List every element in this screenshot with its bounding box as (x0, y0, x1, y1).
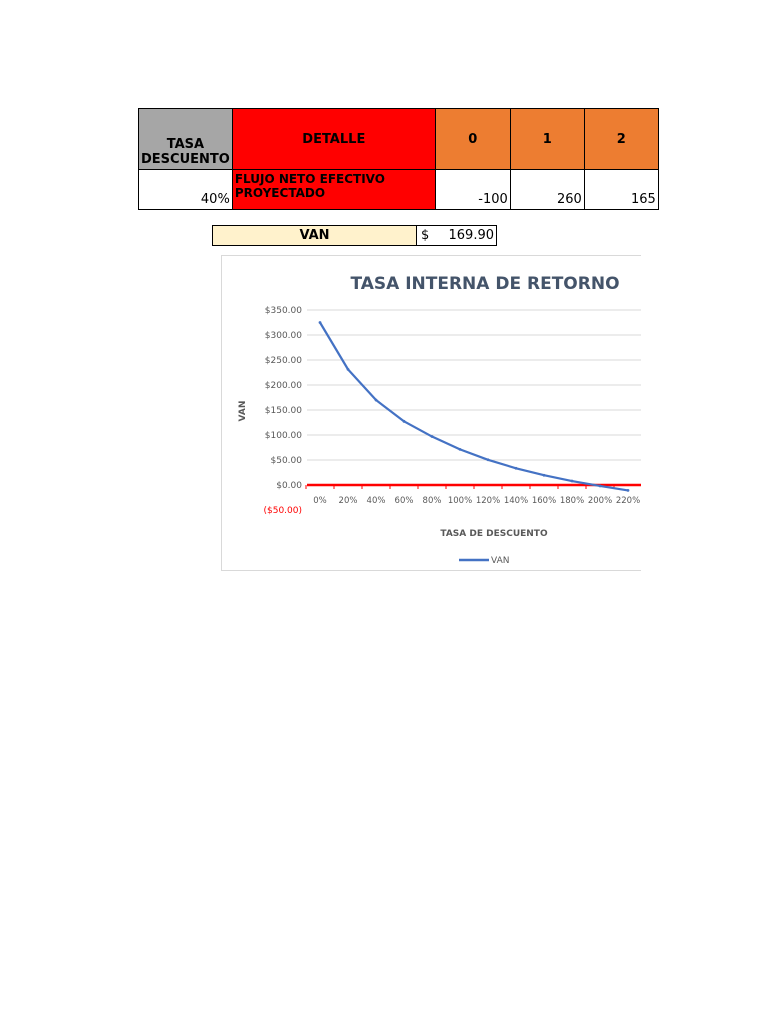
data-point[interactable] (459, 448, 462, 451)
y-axis-ticks (263, 306, 302, 516)
irr-chart[interactable] (221, 255, 641, 571)
flow-period-1-cell[interactable]: 260 (510, 170, 584, 210)
y-tick-label: $100.00 (264, 431, 302, 441)
x-tick-label: 60% (394, 496, 414, 506)
y-axis-title: VAN (238, 400, 248, 422)
van-value-cell[interactable] (417, 226, 496, 245)
series-line-van[interactable] (320, 323, 628, 491)
data-point[interactable] (403, 420, 406, 423)
cash-flow-table (138, 108, 659, 210)
x-tick-label: 20% (338, 496, 358, 506)
discount-rate-cell[interactable]: 40% (139, 170, 233, 210)
y-tick-label: $300.00 (264, 331, 302, 341)
detalle-cell[interactable]: FLUJO NETO EFECTIVO PROYECTADO (232, 170, 435, 210)
gridlines (306, 310, 641, 489)
legend-label-van: VAN (491, 556, 510, 566)
x-tick-label: 80% (422, 496, 442, 506)
legend[interactable] (459, 556, 509, 566)
y-tick-label: $250.00 (264, 356, 302, 366)
chart-title: TASA INTERNA DE RETORNO (350, 274, 620, 294)
x-tick-label: 0% (313, 496, 327, 506)
data-point[interactable] (515, 467, 518, 470)
x-tick-label: 120% (475, 496, 501, 506)
x-tick-label: 220% (615, 496, 641, 506)
header-period-0[interactable]: 0 (435, 109, 510, 170)
header-period-2[interactable]: 2 (584, 109, 658, 170)
x-tick-label: 140% (503, 496, 529, 506)
data-point[interactable] (431, 435, 434, 438)
data-point[interactable] (599, 485, 602, 488)
x-axis-title: TASA DE DESCUENTO (440, 529, 548, 539)
data-point[interactable] (375, 399, 378, 402)
x-tick-label: 40% (366, 496, 386, 506)
data-point[interactable] (347, 368, 350, 371)
y-tick-label: $50.00 (270, 456, 302, 466)
van-label-cell[interactable]: VAN (213, 226, 417, 245)
van-summary (212, 225, 497, 246)
flow-period-2-cell[interactable]: 165 (584, 170, 658, 210)
data-point[interactable] (487, 458, 490, 461)
x-tick-label: 160% (531, 496, 557, 506)
data-point[interactable] (319, 321, 322, 324)
table-row (139, 170, 659, 210)
data-point[interactable] (571, 480, 574, 483)
y-tick-label: $0.00 (276, 481, 302, 491)
y-tick-label: ($50.00) (263, 506, 302, 516)
header-tasa-descuento[interactable]: TASA DESCUENTO (139, 109, 233, 170)
header-detalle[interactable]: DETALLE (232, 109, 435, 170)
x-axis-ticks (313, 496, 640, 506)
van-currency: $ (421, 228, 430, 243)
x-tick-label: 200% (587, 496, 613, 506)
header-period-1[interactable]: 1 (510, 109, 584, 170)
y-tick-label: $200.00 (264, 381, 302, 391)
table-header-row (139, 109, 659, 170)
series-layer (319, 321, 630, 492)
y-tick-label: $350.00 (264, 306, 302, 316)
x-tick-label: 100% (447, 496, 473, 506)
x-tick-label: 180% (559, 496, 585, 506)
data-point[interactable] (627, 489, 630, 492)
y-tick-label: $150.00 (264, 406, 302, 416)
data-point[interactable] (543, 474, 546, 477)
van-amount: 169.90 (448, 228, 494, 243)
irr-chart-svg (222, 256, 641, 570)
flow-period-0-cell[interactable]: -100 (435, 170, 510, 210)
